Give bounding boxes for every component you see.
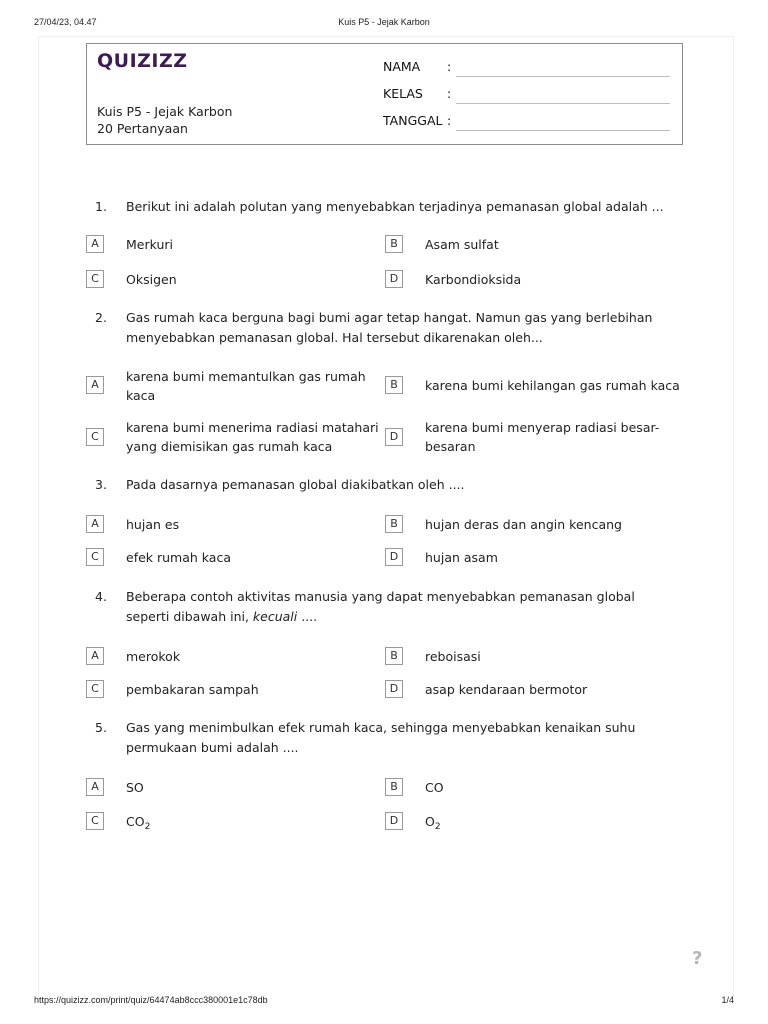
option-text: efek rumah kaca <box>126 550 231 565</box>
option-2b[interactable] <box>385 367 685 407</box>
option-letter: A <box>86 235 104 253</box>
option-text: merokok <box>126 649 181 664</box>
option-letter: C <box>86 270 104 288</box>
print-datetime: 27/04/23, 04.47 <box>34 17 97 27</box>
field-line-tanggal[interactable] <box>456 130 670 131</box>
option-letter: B <box>385 376 403 394</box>
question-text-emphasis: kecuali <box>252 609 298 624</box>
option-text: Oksigen <box>126 272 177 287</box>
field-label: TANGGAL <box>383 113 443 128</box>
field-label: KELAS <box>383 86 423 101</box>
option-text: hujan asam <box>425 550 498 565</box>
print-page-number: 1/4 <box>721 995 734 1005</box>
field-colon: : <box>447 86 452 101</box>
option-5c[interactable] <box>86 812 386 852</box>
option-letter: A <box>86 376 104 394</box>
option-letter: C <box>86 548 104 566</box>
print-url: https://quizizz.com/print/quiz/64474ab8ccc380001e1c78db <box>34 995 268 1005</box>
option-text: asap kendaraan bermotor <box>425 682 588 697</box>
field-line-nama[interactable] <box>456 76 670 77</box>
formula-base: CO <box>126 814 145 829</box>
option-letter: C <box>86 812 104 830</box>
option-letter: D <box>385 812 403 830</box>
question-text-tail: .... <box>297 609 318 624</box>
question-count: 20 Pertanyaan <box>97 121 188 136</box>
option-text: karena bumi memantulkan gas rumah kaca <box>126 369 366 403</box>
option-text: hujan es <box>126 517 180 532</box>
option-letter: D <box>385 428 403 446</box>
option-1a[interactable] <box>86 235 386 275</box>
question-text-main: Beberapa contoh aktivitas manusia yang dapat menyebabkan pemanasan global seperti dibawah ini, <box>126 589 635 624</box>
option-2c[interactable] <box>86 418 386 458</box>
option-letter: D <box>385 270 403 288</box>
option-letter: B <box>385 647 403 665</box>
option-3d[interactable] <box>385 548 685 588</box>
field-colon: : <box>447 113 452 128</box>
option-letter: A <box>86 515 104 533</box>
question-text <box>126 587 681 627</box>
question-text: Gas rumah kaca berguna bagi bumi agar tetap hangat. Namun gas yang berlebihan menyebabkan pemanasan global. Hal tersebut dikarenakan oleh... <box>126 310 653 345</box>
question-mark-icon[interactable]: ? <box>692 948 703 969</box>
option-text: karena bumi menyerap radiasi besar-besaran <box>425 420 660 454</box>
question-text: Pada dasarnya pemanasan global diakibatkan oleh .... <box>126 477 465 492</box>
option-5d[interactable] <box>385 812 685 852</box>
option-1d[interactable] <box>385 270 685 310</box>
print-header <box>0 17 768 37</box>
formula-base: O <box>425 814 435 829</box>
question-number: 4. <box>95 589 107 604</box>
option-4c[interactable] <box>86 680 386 720</box>
question-text: Berikut ini adalah polutan yang menyebabkan terjadinya pemanasan global adalah ... <box>126 199 664 214</box>
option-text: karena bumi kehilangan gas rumah kaca <box>425 378 680 393</box>
option-letter: A <box>86 778 104 796</box>
option-text: hujan deras dan angin kencang <box>425 517 622 532</box>
option-1b[interactable] <box>385 235 685 275</box>
option-text: Merkuri <box>126 237 174 252</box>
print-footer <box>0 995 768 1015</box>
option-letter: C <box>86 428 104 446</box>
option-text <box>126 812 384 831</box>
option-text: pembakaran sampah <box>126 682 259 697</box>
option-text: reboisasi <box>425 649 481 664</box>
option-text: Asam sulfat <box>425 237 499 252</box>
formula-subscript: 2 <box>144 822 151 832</box>
option-4d[interactable] <box>385 680 685 720</box>
option-2d[interactable] <box>385 418 685 458</box>
question-text: Gas yang menimbulkan efek rumah kaca, sehingga menyebabkan kenaikan suhu permukaan bumi adalah .... <box>126 720 636 755</box>
field-colon: : <box>447 59 452 74</box>
option-text: SO <box>126 780 144 795</box>
option-letter: B <box>385 515 403 533</box>
option-text: Karbondioksida <box>425 272 522 287</box>
question-number: 5. <box>95 720 107 735</box>
option-letter: C <box>86 680 104 698</box>
option-2a[interactable] <box>86 367 386 407</box>
option-text: CO <box>425 780 444 795</box>
option-text: karena bumi menerima radiasi matahari yang diemisikan gas rumah kaca <box>126 420 379 454</box>
field-line-kelas[interactable] <box>456 103 670 104</box>
formula-subscript: 2 <box>434 822 441 832</box>
quiz-header-box <box>86 43 683 145</box>
option-letter: B <box>385 235 403 253</box>
quizizz-logo: QUIZIZZ <box>97 50 188 72</box>
option-text <box>425 812 683 831</box>
quiz-title: Kuis P5 - Jejak Karbon <box>97 104 233 119</box>
print-title: Kuis P5 - Jejak Karbon <box>338 17 430 27</box>
option-letter: D <box>385 548 403 566</box>
option-3c[interactable] <box>86 548 386 588</box>
option-1c[interactable] <box>86 270 386 310</box>
option-letter: A <box>86 647 104 665</box>
field-label: NAMA <box>383 59 421 74</box>
question-number: 2. <box>95 310 107 325</box>
question-number: 1. <box>95 199 107 214</box>
option-letter: B <box>385 778 403 796</box>
question-number: 3. <box>95 477 107 492</box>
option-letter: D <box>385 680 403 698</box>
